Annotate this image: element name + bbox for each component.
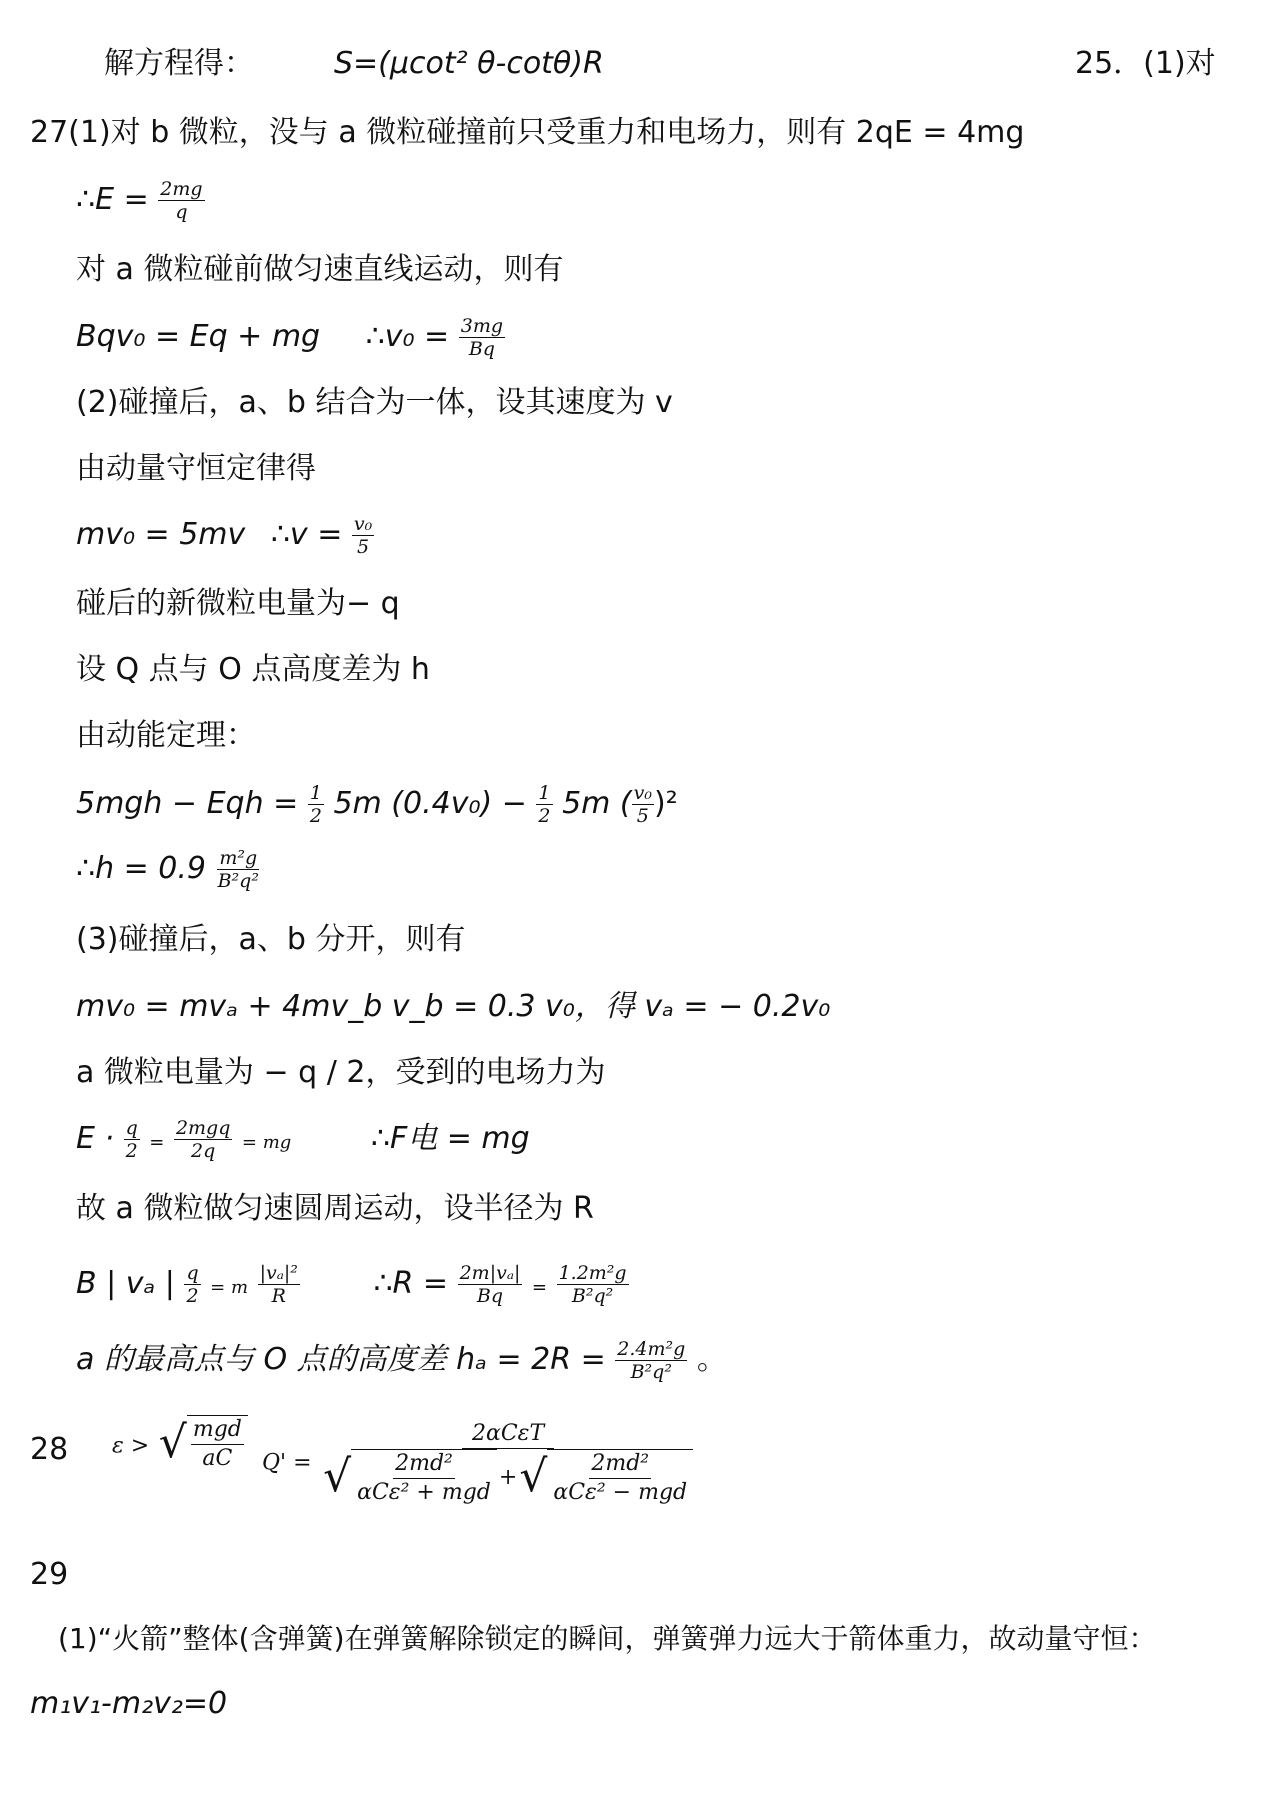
q27-split-formula: mv₀ = mvₐ + 4mv_b v_b = 0.3 v₀，得 vₐ = − 0.2v₀ [76,989,831,1024]
q27-momentum-formula: mv₀ = 5mv ∴v = $\frac{\text{v₀}}{5}$ [76,513,373,558]
q28-eps-condition: ε > √ $\frac{\text{mgd}}{aC}$ [112,1415,248,1473]
q29-line-2: m₁v₁-m₂v₂=0 [30,1686,228,1721]
q27-energy-text: 由动能定理： [76,718,256,753]
q27-h-result: ∴h = 0.9 $\frac{\text{m²g}}{\text{B²q²}}$ [76,847,259,892]
q27-height-text: 设 Q 点与 O 点高度差为 h [76,652,430,687]
solve-formula: S=(μcot² θ-cotθ)R [334,46,604,81]
q27-a-charge-text: a 微粒电量为 − q / 2，受到的电场力为 [76,1055,606,1090]
q27-circular-text: 故 a 微粒做匀速圆周运动，设半径为 R [76,1191,594,1226]
q28-number: 28 [30,1432,69,1467]
q27-part-3: (3)碰撞后，a、b 分开，则有 [76,922,466,957]
solve-label: 解方程得： [104,46,254,81]
q27-part-2: (2)碰撞后，a、b 结合为一体，设其速度为 v [76,385,673,420]
q25-start: 25．(1)对 [1075,46,1216,81]
q29-number: 29 [30,1557,69,1592]
q27-radius-formula: B | vₐ | $\frac{q}{2}$ = m $\frac{\text{|vₐ|²}}{R}$ ∴R = $\frac{\text{2m|vₐ|}}{Bq}$ = $\frac{\text{1.2m²g}}{\text{B²q²}}$ [76,1262,627,1307]
q27-charge-text: 碰后的新微粒电量为− q [76,586,400,621]
q27-energy-formula: 5mgh − Eqh = $\frac{1}{2}$ 5m (0.4v₀) − $\frac{1}{2}$ 5m ( $\frac{\text{v₀}}{5}$ )² [76,782,678,827]
q27-line-3: 对 a 微粒碰前做匀速直线运动，则有 [76,252,564,287]
q27-v0-formula: Bqv₀ = Eq + mg ∴v₀ = $\frac{3mg}{Bq}$ [76,315,504,360]
q27-momentum-text: 由动量守恒定律得 [76,451,316,486]
q27-e-formula: ∴E = $\frac{2mg}{q}$ [76,178,203,223]
q27-line-1: 27(1)对 b 微粒，没与 a 微粒碰撞前只受重力和电场力，则有 2qE = 4mg [30,115,1025,150]
q28-heat-formula: Q' = 2αCεT √ $\frac{\text{2md²}}{\text{αCε² + mgd}}$ + √ $\frac{\text{2md²}}{\text{αCε² − mgd}}$ [262,1420,695,1507]
q29-line-1: (1)“火箭”整体(含弹簧)在弹簧解除锁定的瞬间，弹簧弹力远大于箭体重力，故动量守恒： [58,1622,1157,1655]
q27-max-height: a 的最高点与 O 点的高度差 hₐ = 2R = $\frac{\text{2.4m²g}}{\text{B²q²}}$ 。 [76,1338,727,1383]
q27-force-formula: E · $\frac{q}{2}$ = $\frac{\text{2mgq}}{2q}$ = mg ∴F电 = mg [76,1117,530,1162]
